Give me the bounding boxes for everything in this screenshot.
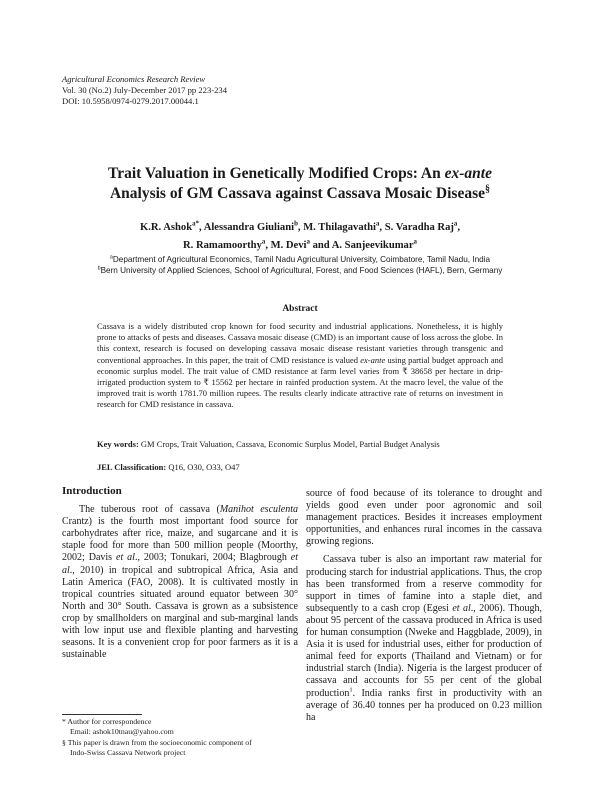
title-line1: Trait Valuation in Genetically Modified Crops: An [108, 165, 445, 182]
paragraph [306, 554, 542, 723]
author-name: , Alessandra Giuliani [198, 222, 295, 233]
author-affil-mark: a [413, 238, 417, 246]
journal-doi: DOI: 10.5958/0974-0279.2017.00044.1 [62, 96, 199, 106]
text-run: . India ranks first in productivity with an average of 36.40 tonnes per ha produced on 0.23 million ha [306, 687, 542, 723]
species-name: Manihot esculenta [219, 504, 299, 516]
text-run: ., 2003; Tonukari, 2004; Blagbrough [134, 552, 291, 564]
author-affil-mark: a [261, 238, 266, 246]
affiliation-b: Bern University of Applied Sciences, School of Agricultural, Forest, and Food Sciences (HAFL), Bern, Germany [100, 266, 503, 275]
footnote-source-cont: Indo-Swiss Cassava Network project [70, 748, 186, 758]
jel-text: Q16, O30, O33, O47 [166, 462, 240, 472]
abstract-part: Cassava is a widely distributed crop known for food security and industrial applications. Nonetheless, it is highly prone to attacks of pests and diseases. Cassava mosaic disease (CMD) is an important cause of loss across the globe. In this context, research is focused on developing cassava mosaic disease resistant varieties through transgenic and conventional approaches. In this paper, the trait of CMD resistance is valued [97, 321, 503, 365]
italic-run: et al [116, 552, 135, 564]
author-name: , M. Devi [265, 240, 307, 251]
paper-title [40, 164, 560, 204]
right-column [306, 488, 542, 730]
keywords-text: GM Crops, Trait Valuation, Cassava, Economic Surplus Model, Partial Budget Analysis [138, 439, 440, 449]
section-heading: Introduction [62, 485, 122, 497]
keywords [97, 439, 503, 450]
affiliations [40, 254, 560, 276]
author-name: R. Ramamoorthy [183, 240, 262, 251]
footnote-author: * Author for correspondence [62, 717, 152, 726]
affiliation-a: Department of Agricultural Economics, Tamil Nadu Agricultural University, Coimbatore, Tamil Nadu, India [112, 255, 491, 264]
text-run: Crantz) is the fourth most important food source for carbohydrates after rice, maize, and sugarcane and it is staple food for more than 500 million people (Moorthy, 2002; Davis [62, 516, 298, 564]
author-name: , M. Thilagavathi [297, 222, 376, 233]
paragraph: source of food because of its tolerance to drought and yields good even under poor agronomic and soil management practices. Besides it increases employment opportunities, and enhances rural incomes in the cassava growing regions. [306, 488, 542, 548]
author-affil-mark: a* [192, 220, 199, 228]
author-affil-mark: b [294, 220, 298, 228]
footnote-source: § This paper is drawn from the socioeconomic component of [62, 737, 252, 747]
footnote-mark: 1 [349, 686, 353, 694]
title-line2: Analysis of GM Cassava against Cassava Mosaic Disease [109, 185, 485, 202]
title-footnote-mark: § [485, 183, 491, 195]
keywords-label: Key words: [97, 439, 139, 449]
affil-mark: a [109, 254, 113, 261]
author-affil-mark: a [375, 220, 380, 228]
left-column [62, 485, 298, 667]
journal-volume: Vol. 30 (No.2) July-December 2017 pp 223-234 [62, 85, 228, 95]
footnote-divider [62, 714, 142, 715]
abstract-part: using partial budget approach and economic surplus model. The trait value of CMD resistance at farm level varies from ₹ 38658 per hectare in drip-irrigated production system to ₹ 15562 per hectare in rainfed production system. At the macro level, the value of the improved trait is worth 1781.70 million rupees. The results clearly indicate attractive rate of returns on investment in research for CMD resistance in cassava. [97, 354, 503, 410]
text-run: Cassava tuber is also an important raw material for producing starch for industrial applications. Thus, the crop has been transformed from a reserve commodity for support in times of famine into a staple diet, and subsequently to a cash crop (Egesi [306, 554, 542, 614]
paragraph [62, 504, 298, 661]
journal-name: Agricultural Economics Research Review [62, 74, 206, 84]
abstract-heading: Abstract [282, 304, 318, 314]
jel-label: JEL Classification: [97, 462, 167, 472]
affil-mark: b [97, 265, 101, 272]
author-affil-mark: a [306, 238, 310, 246]
abstract-italic: ex-ante [360, 354, 386, 365]
abstract-text [97, 321, 503, 411]
text-run: ., 2010) in tropical and subtropical Africa, Asia and Latin America (FAO, 2008). It is cultivated mostly in tropical countries situated around equator between 30° North and 30° South. Cassava is grown as a subsistence crop by smallholders on marginal and sub-marginal lands with low input use and flexible planting and harvesting seasons. It is a convenient crop for poor farmers as it is a sustainable [62, 564, 298, 661]
jel-classification [97, 462, 503, 473]
footnote-email: Email: ashok10tnau@yahoo.com [70, 727, 174, 737]
italic-run: et al [62, 552, 298, 576]
author-name: K.R. Ashok [140, 222, 193, 233]
title-italic: ex-ante [444, 165, 492, 182]
author-affil-mark: a [453, 220, 458, 228]
footnotes [62, 717, 298, 759]
text-run: ., 2006). Though, about 95 percent of the cassava produced in Africa is used for human consumption (Nweke and Haggblade, 2009), in Asia it is used for industrial uses, either for production of animal feed for exports (Thailand and Vietnam) or for industrial starch (India). Nigeria is the largest producer of cassava and accounts for 55 per cent of the global production [306, 602, 542, 699]
journal-header [62, 74, 227, 107]
author-name: and A. Sanjeevikumar [309, 240, 414, 251]
italic-run: et al [452, 602, 471, 614]
text-run: The tuberous root of cassava ( [79, 504, 220, 516]
author-name: , S. Varadha Raj [379, 222, 454, 233]
author-list: K.R. Ashok$^{a*}$, Alessandra Giuliani$^b$, M. Thilagavathi$^a$, S. Varadha Raj$^a$, R. Ramamoorthy$^a$, M. Devi$^a$ and A. Sanjeevikumar$^a$ [140, 220, 460, 251]
